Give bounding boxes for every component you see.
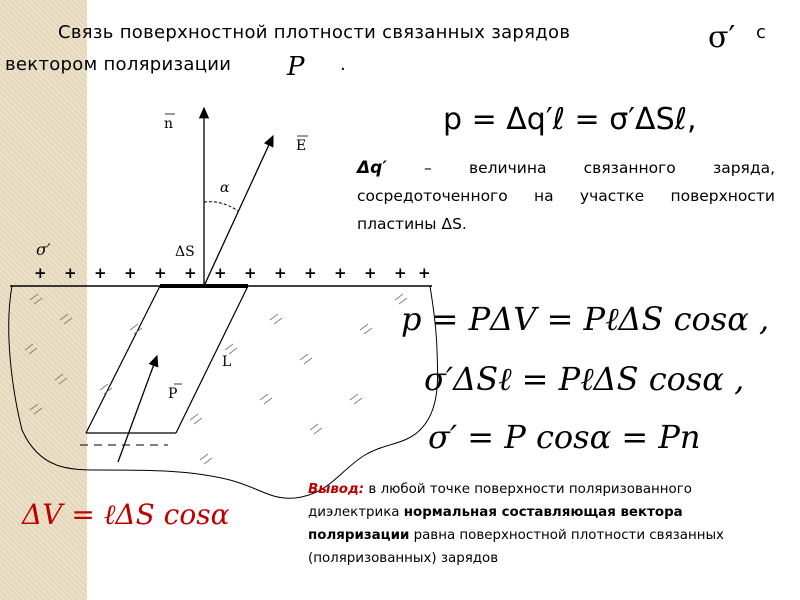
plus-sign: +: [184, 264, 197, 282]
label-l: L: [222, 354, 232, 370]
conclusion-text-1: в любой точке поверхности поляризованного диэлектрика: [308, 482, 692, 520]
plus-sign: +: [244, 264, 257, 282]
formula-result: σ′ = P cosα = Pn: [428, 418, 701, 456]
plus-sign: +: [418, 264, 431, 282]
plus-sign: +: [214, 264, 227, 282]
plus-sign: +: [154, 264, 167, 282]
label-alpha: α: [220, 180, 230, 196]
header-text-1: Связь поверхностной плотности связанных зарядов: [58, 22, 571, 43]
header-text-3: вектором поляризации: [5, 54, 232, 75]
label-p: P: [168, 386, 178, 402]
charge-symbol: Δq′: [357, 158, 387, 178]
dielectric-outline: [9, 286, 438, 498]
charge-description: [357, 154, 775, 238]
conclusion-bold: нормальная составляющая вектора поляризации: [308, 505, 683, 543]
formula-equality: σ′ΔSℓ = PℓΔS cosα ,: [424, 360, 745, 398]
conclusion-text-2: равна поверхностной плотности связанных (поляризованных) зарядов: [308, 528, 724, 566]
formula-dipole-volume: p = PΔV = PℓΔS cosα ,: [401, 300, 770, 338]
hatch-marks: [25, 294, 407, 464]
plus-sign: +: [364, 264, 377, 282]
plus-sign: +: [94, 264, 107, 282]
polarization-vector-p: [118, 356, 157, 462]
plus-sign: +: [64, 264, 77, 282]
header-text-2: с: [756, 22, 767, 43]
angle-arc: [204, 202, 238, 211]
header-p-vector: P: [287, 52, 305, 82]
formula-volume: ΔV = ℓΔS cosα: [22, 498, 230, 531]
charge-description-text: – величина связанного заряда, сосредоточенного на участке поверхности пластины ΔS.: [357, 159, 775, 233]
label-delta-s: ΔS: [175, 244, 195, 260]
cylinder-side-right: [176, 286, 248, 433]
cylinder-side-left: [86, 286, 160, 433]
header-text-4: .: [340, 54, 347, 75]
plus-sign: +: [124, 264, 137, 282]
plus-sign: +: [304, 264, 317, 282]
conclusion: [308, 478, 778, 570]
plus-sign: +: [34, 264, 47, 282]
label-e: E: [296, 138, 307, 154]
formula-dipole-charge: p = Δq′ℓ = σ′ΔSℓ,: [443, 102, 697, 137]
plus-sign: +: [394, 264, 407, 282]
plus-sign: +: [334, 264, 347, 282]
plus-sign: +: [274, 264, 287, 282]
header-sigma: σ′: [708, 20, 736, 55]
conclusion-lead: Вывод:: [308, 482, 365, 497]
label-n: n: [164, 116, 174, 132]
label-sigma: σ′: [36, 240, 51, 259]
